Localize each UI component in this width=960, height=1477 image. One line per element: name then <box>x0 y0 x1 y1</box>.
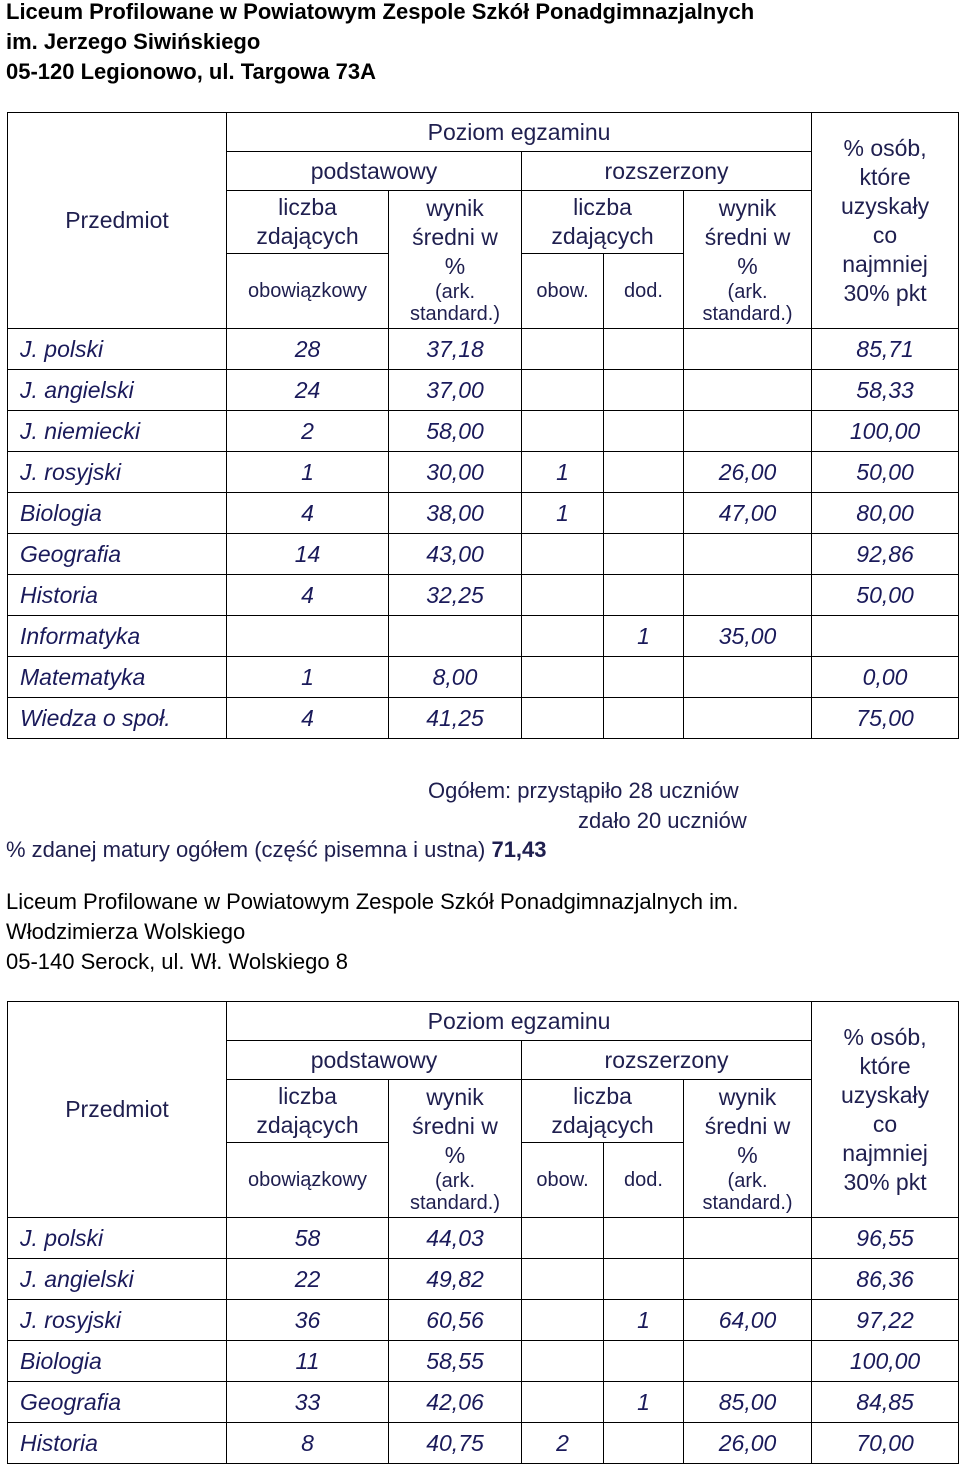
wynik-podstawowy: 38,00 <box>389 493 522 534</box>
liczba-obow-rozsz <box>522 1218 604 1259</box>
school-1-heading <box>6 0 754 87</box>
subject-name: Biologia <box>8 493 227 534</box>
header-obow: obow. <box>522 254 604 329</box>
liczba-obow-rozsz <box>522 1259 604 1300</box>
liczba-obow-rozsz: 2 <box>522 1423 604 1464</box>
liczba-obowiazkowy: 33 <box>227 1382 389 1423</box>
wynik-rozszerzony <box>684 1218 812 1259</box>
wynik-podstawowy: 30,00 <box>389 452 522 493</box>
subject-name: J. niemiecki <box>8 411 227 452</box>
pct-30-pkt: 50,00 <box>812 575 959 616</box>
liczba-dod-rozsz <box>604 1341 684 1382</box>
liczba-obowiazkowy: 4 <box>227 493 389 534</box>
header-przedmiot: Przedmiot <box>8 1002 227 1218</box>
table-row <box>8 1423 959 1464</box>
summary-zdanej-value: 71,43 <box>491 837 547 862</box>
header-podstawowy: podstawowy <box>227 152 522 191</box>
table-row <box>8 370 959 411</box>
wynik-rozszerzony <box>684 411 812 452</box>
liczba-obow-rozsz <box>522 370 604 411</box>
subject-name: Geografia <box>8 534 227 575</box>
header-wynik-rozsz: wynik średni w % (ark. standard.) <box>684 1080 812 1218</box>
subject-name: Wiedza o społ. <box>8 698 227 739</box>
subject-name: Geografia <box>8 1382 227 1423</box>
liczba-obowiazkowy <box>227 616 389 657</box>
wynik-podstawowy: 32,25 <box>389 575 522 616</box>
subject-name: J. polski <box>8 1218 227 1259</box>
liczba-obow-rozsz <box>522 575 604 616</box>
pct-30-pkt: 92,86 <box>812 534 959 575</box>
liczba-obow-rozsz <box>522 657 604 698</box>
pct-30-pkt: 100,00 <box>812 411 959 452</box>
summary-zdanej-label: % zdanej matury ogółem (część pisemna i ustna) <box>6 837 486 862</box>
table-row <box>8 575 959 616</box>
wynik-podstawowy: 8,00 <box>389 657 522 698</box>
school-2-heading <box>6 887 738 977</box>
pct-30-pkt: 85,71 <box>812 329 959 370</box>
school-2-name-line2: Włodzimierza Wolskiego <box>6 919 246 944</box>
table-row <box>8 1300 959 1341</box>
subject-name: Biologia <box>8 1341 227 1382</box>
wynik-podstawowy: 43,00 <box>389 534 522 575</box>
table-1-body <box>8 329 959 739</box>
liczba-obowiazkowy: 36 <box>227 1300 389 1341</box>
wynik-podstawowy: 49,82 <box>389 1259 522 1300</box>
header-wynik-podst: wynik średni w % (ark. standard.) <box>389 191 522 329</box>
liczba-dod-rozsz <box>604 698 684 739</box>
header-liczba-podst: liczba zdających <box>227 191 389 254</box>
liczba-obowiazkowy: 2 <box>227 411 389 452</box>
wynik-rozszerzony <box>684 329 812 370</box>
header-dod: dod. <box>604 1143 684 1218</box>
subject-name: J. rosyjski <box>8 452 227 493</box>
liczba-dod-rozsz <box>604 657 684 698</box>
header-rozszerzony: rozszerzony <box>522 152 812 191</box>
wynik-podstawowy: 42,06 <box>389 1382 522 1423</box>
wynik-rozszerzony <box>684 1259 812 1300</box>
wynik-rozszerzony: 47,00 <box>684 493 812 534</box>
summary-przystapilo: Ogółem: przystąpiło 28 uczniów <box>428 778 739 803</box>
liczba-obowiazkowy: 22 <box>227 1259 389 1300</box>
table-row <box>8 411 959 452</box>
liczba-dod-rozsz <box>604 370 684 411</box>
results-table-2 <box>7 1001 959 1464</box>
pct-30-pkt: 84,85 <box>812 1382 959 1423</box>
pct-30-pkt: 96,55 <box>812 1218 959 1259</box>
wynik-podstawowy: 58,55 <box>389 1341 522 1382</box>
pct-30-pkt: 0,00 <box>812 657 959 698</box>
table-row <box>8 657 959 698</box>
wynik-podstawowy: 40,75 <box>389 1423 522 1464</box>
wynik-podstawowy: 60,56 <box>389 1300 522 1341</box>
liczba-obow-rozsz <box>522 1300 604 1341</box>
wynik-rozszerzony: 26,00 <box>684 452 812 493</box>
header-pct-osob: % osób, które uzyskały co najmniej 30% pkt <box>812 113 959 329</box>
table-row <box>8 616 959 657</box>
header-pct-osob: % osób, które uzyskały co najmniej 30% pkt <box>812 1002 959 1218</box>
liczba-obow-rozsz <box>522 616 604 657</box>
table-row <box>8 1341 959 1382</box>
wynik-rozszerzony <box>684 698 812 739</box>
header-wynik-podst: wynik średni w % (ark. standard.) <box>389 1080 522 1218</box>
liczba-obow-rozsz <box>522 329 604 370</box>
header-poziom-egzaminu: Poziom egzaminu <box>227 1002 812 1041</box>
school-2-name-line1: Liceum Profilowane w Powiatowym Zespole Szkół Ponadgimnazjalnych im. <box>6 889 739 914</box>
liczba-dod-rozsz <box>604 1423 684 1464</box>
wynik-podstawowy: 41,25 <box>389 698 522 739</box>
liczba-dod-rozsz: 1 <box>604 1300 684 1341</box>
table-row <box>8 1382 959 1423</box>
wynik-rozszerzony: 26,00 <box>684 1423 812 1464</box>
liczba-obowiazkowy: 1 <box>227 657 389 698</box>
header-podstawowy: podstawowy <box>227 1041 522 1080</box>
wynik-rozszerzony <box>684 534 812 575</box>
liczba-obow-rozsz <box>522 411 604 452</box>
wynik-podstawowy: 44,03 <box>389 1218 522 1259</box>
liczba-obowiazkowy: 24 <box>227 370 389 411</box>
liczba-obowiazkowy: 4 <box>227 698 389 739</box>
school-2-address: 05-140 Serock, ul. Wł. Wolskiego 8 <box>6 949 348 974</box>
header-liczba-rozsz: liczba zdających <box>522 191 684 254</box>
pct-30-pkt: 86,36 <box>812 1259 959 1300</box>
wynik-rozszerzony: 64,00 <box>684 1300 812 1341</box>
wynik-podstawowy: 37,00 <box>389 370 522 411</box>
liczba-dod-rozsz <box>604 1259 684 1300</box>
liczba-obowiazkowy: 28 <box>227 329 389 370</box>
summary-zdalo: zdało 20 uczniów <box>578 808 747 833</box>
wynik-podstawowy: 37,18 <box>389 329 522 370</box>
subject-name: J. rosyjski <box>8 1300 227 1341</box>
liczba-obow-rozsz <box>522 534 604 575</box>
pct-30-pkt: 58,33 <box>812 370 959 411</box>
table-row <box>8 493 959 534</box>
liczba-obow-rozsz: 1 <box>522 452 604 493</box>
subject-name: Informatyka <box>8 616 227 657</box>
pct-30-pkt: 70,00 <box>812 1423 959 1464</box>
liczba-dod-rozsz: 1 <box>604 616 684 657</box>
results-table-1 <box>7 112 959 739</box>
pct-30-pkt: 100,00 <box>812 1341 959 1382</box>
table-row <box>8 329 959 370</box>
wynik-rozszerzony <box>684 370 812 411</box>
subject-name: J. polski <box>8 329 227 370</box>
liczba-obowiazkowy: 11 <box>227 1341 389 1382</box>
liczba-dod-rozsz: 1 <box>604 1382 684 1423</box>
school-1-name-line1: Liceum Profilowane w Powiatowym Zespole Szkół Ponadgimnazjalnych <box>6 0 755 24</box>
wynik-rozszerzony <box>684 1341 812 1382</box>
table-row <box>8 452 959 493</box>
wynik-rozszerzony <box>684 657 812 698</box>
pct-30-pkt: 50,00 <box>812 452 959 493</box>
wynik-podstawowy: 58,00 <box>389 411 522 452</box>
school-1-address: 05-120 Legionowo, ul. Targowa 73A <box>6 59 377 84</box>
liczba-obowiazkowy: 4 <box>227 575 389 616</box>
liczba-obowiazkowy: 14 <box>227 534 389 575</box>
header-obow: obow. <box>522 1143 604 1218</box>
wynik-podstawowy <box>389 616 522 657</box>
liczba-obow-rozsz <box>522 1341 604 1382</box>
liczba-obow-rozsz <box>522 698 604 739</box>
header-wynik-rozsz: wynik średni w % (ark. standard.) <box>684 191 812 329</box>
liczba-obowiazkowy: 58 <box>227 1218 389 1259</box>
subject-name: J. angielski <box>8 1259 227 1300</box>
liczba-dod-rozsz <box>604 1218 684 1259</box>
pct-30-pkt: 75,00 <box>812 698 959 739</box>
summary-zdanej <box>6 835 547 865</box>
liczba-dod-rozsz <box>604 452 684 493</box>
school-1-name-line2: im. Jerzego Siwińskiego <box>6 29 261 54</box>
header-obowiazkowy: obowiązkowy <box>227 1143 389 1218</box>
header-liczba-rozsz: liczba zdających <box>522 1080 684 1143</box>
subject-name: Matematyka <box>8 657 227 698</box>
subject-name: Historia <box>8 575 227 616</box>
table-2-body <box>8 1218 959 1464</box>
header-przedmiot: Przedmiot <box>8 113 227 329</box>
subject-name: J. angielski <box>8 370 227 411</box>
liczba-dod-rozsz <box>604 575 684 616</box>
liczba-dod-rozsz <box>604 493 684 534</box>
subject-name: Historia <box>8 1423 227 1464</box>
pct-30-pkt: 80,00 <box>812 493 959 534</box>
pct-30-pkt: 97,22 <box>812 1300 959 1341</box>
liczba-obowiazkowy: 1 <box>227 452 389 493</box>
liczba-obowiazkowy: 8 <box>227 1423 389 1464</box>
liczba-obow-rozsz: 1 <box>522 493 604 534</box>
header-obowiazkowy: obowiązkowy <box>227 254 389 329</box>
header-liczba-podst: liczba zdających <box>227 1080 389 1143</box>
liczba-dod-rozsz <box>604 411 684 452</box>
table-row <box>8 534 959 575</box>
table-row <box>8 698 959 739</box>
wynik-rozszerzony <box>684 575 812 616</box>
table-row <box>8 1218 959 1259</box>
table-row <box>8 1259 959 1300</box>
header-poziom-egzaminu: Poziom egzaminu <box>227 113 812 152</box>
wynik-rozszerzony: 85,00 <box>684 1382 812 1423</box>
header-dod: dod. <box>604 254 684 329</box>
header-rozszerzony: rozszerzony <box>522 1041 812 1080</box>
liczba-dod-rozsz <box>604 534 684 575</box>
liczba-obow-rozsz <box>522 1382 604 1423</box>
liczba-dod-rozsz <box>604 329 684 370</box>
wynik-rozszerzony: 35,00 <box>684 616 812 657</box>
pct-30-pkt <box>812 616 959 657</box>
